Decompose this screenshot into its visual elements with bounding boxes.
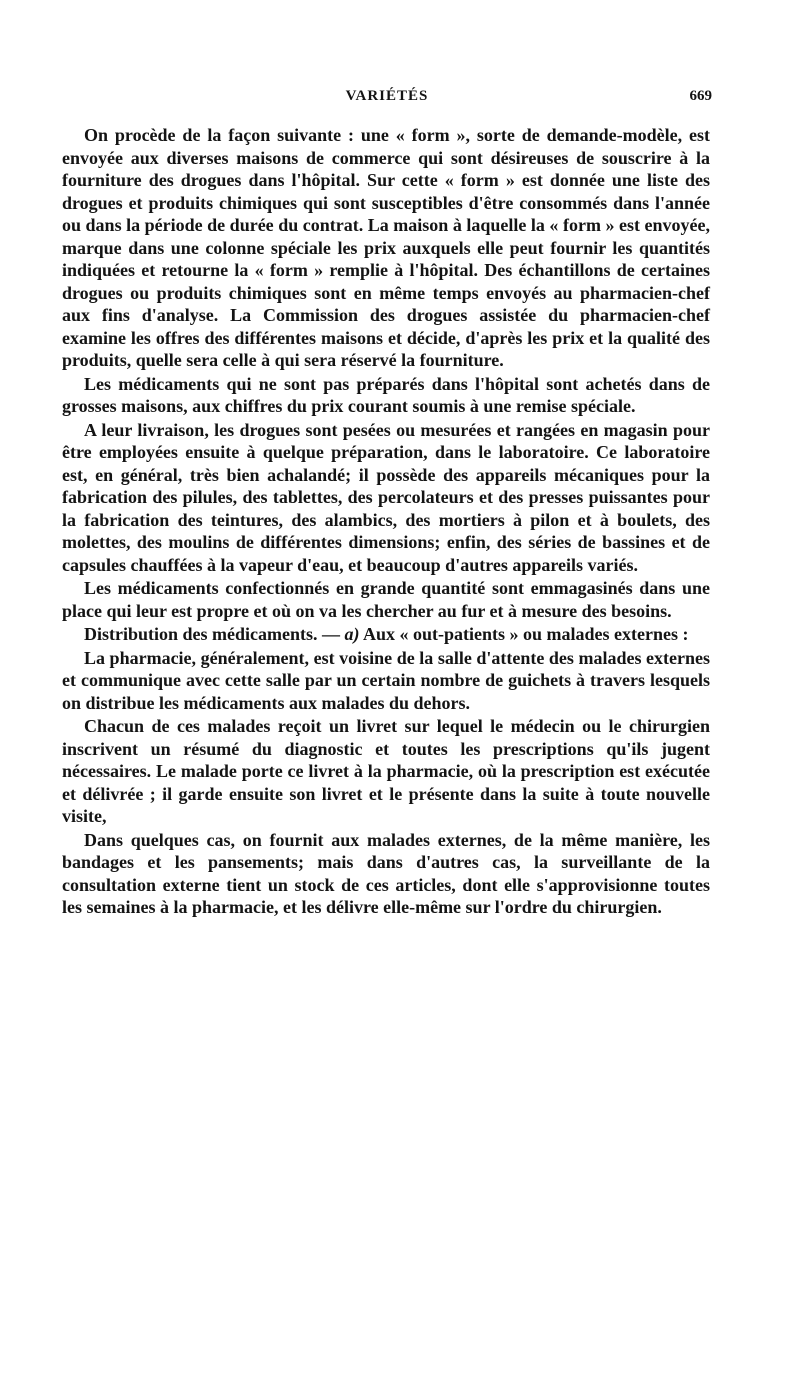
paragraph-purchased-medicines: Les médicaments qui ne sont pas préparés dans l'hôpital sont achetés dans de grosses maisons, aux chiffres du prix courant soumis à une remise spéciale. [62, 373, 710, 416]
section-dash: — [322, 624, 340, 644]
section-label: a) [344, 624, 360, 644]
running-title: VARIÉTÉS [345, 88, 429, 104]
paragraph-laboratory: A leur livraison, les drogues sont pesées ou mesurées et rangées en magasin pour être employées ensuite à quelque préparation, dans le laboratoire. Ce laboratoire est, en général, très bien achalandé; il possède des appareils mécaniques pour la fabrication des pilules, des tablettes, des percolateurs et des presses puissantes pour la fabrication des teintures, des alambics, des mortiers à pilon et à boulets, des molettes, des moulins de différentes dimensions; enfin, des séries de bassines et de capsules chauffées à la vapeur d'eau, et beaucoup d'autres appareils variés. [62, 419, 710, 575]
paragraph-procedure: On procède de la façon suivante : une « form », sorte de demande-modèle, est envoyée aux diverses maisons de commerce qui sont désireuses de souscrire à la fourniture des drogues dans l'hôpital. Sur cette « form » est donnée une liste des drogues et produits chimiques qui sont susceptibles d'être consommés dans l'année ou dans la période de durée du contrat. La maison à laquelle la « form » est envoyée, marque dans une colonne spéciale les prix auxquels elle peut fournir les quantités indiquées et retourne la « form » remplie à l'hôpital. Des échantillons de certaines drogues ou produits chimiques sont en même temps envoyés au pharmacien-chef aux fins d'analyse. La Commission des drogues assistée du pharmacien-chef examine les offres des différentes maisons et décide, d'après les prix et la qualité des produits, quelle sera celle à qui sera réservé la fourniture. [62, 125, 710, 370]
page-number: 669 [689, 88, 712, 104]
section-distribution [62, 623, 710, 646]
paragraph-bandages: Dans quelques cas, on fournit aux malades externes, de la même manière, les bandages et les pansements; mais dans d'autres cas, la surveillante de la consultation externe tient un stock de ces articles, dont elle s'approvisionne toutes les semaines à la pharmacie, et les délivre elle-même sur l'ordre du chirurgien. [62, 829, 710, 917]
running-header [62, 88, 712, 114]
paragraph-booklet: Chacun de ces malades reçoit un livret sur lequel le médecin ou le chirurgien inscrivent un résumé du diagnostic et toutes les prescriptions qu'ils jugent nécessaires. Le malade porte ce livret à la pharmacie, où la prescription est exécutée et délivrée ; il garde ensuite son livret et le présente dans la suite à toute nouvelle visite, [62, 716, 710, 826]
paragraph-storage: Les médicaments confectionnés en grande quantité sont emmagasinés dans une place qui leur est propre et où on va les chercher au fur et à mesure des besoins. [62, 578, 710, 621]
paragraph-pharmacy-location: La pharmacie, généralement, est voisine de la salle d'attente des malades externes et communique avec cette salle par un certain nombre de guichets à travers lesquels on distribue les médicaments aux malades du dehors. [62, 647, 710, 713]
section-heading: Distribution des médicaments. [84, 624, 318, 644]
section-rest: Aux « out-patients » ou malades externes : [363, 624, 689, 644]
body-text [62, 124, 710, 920]
